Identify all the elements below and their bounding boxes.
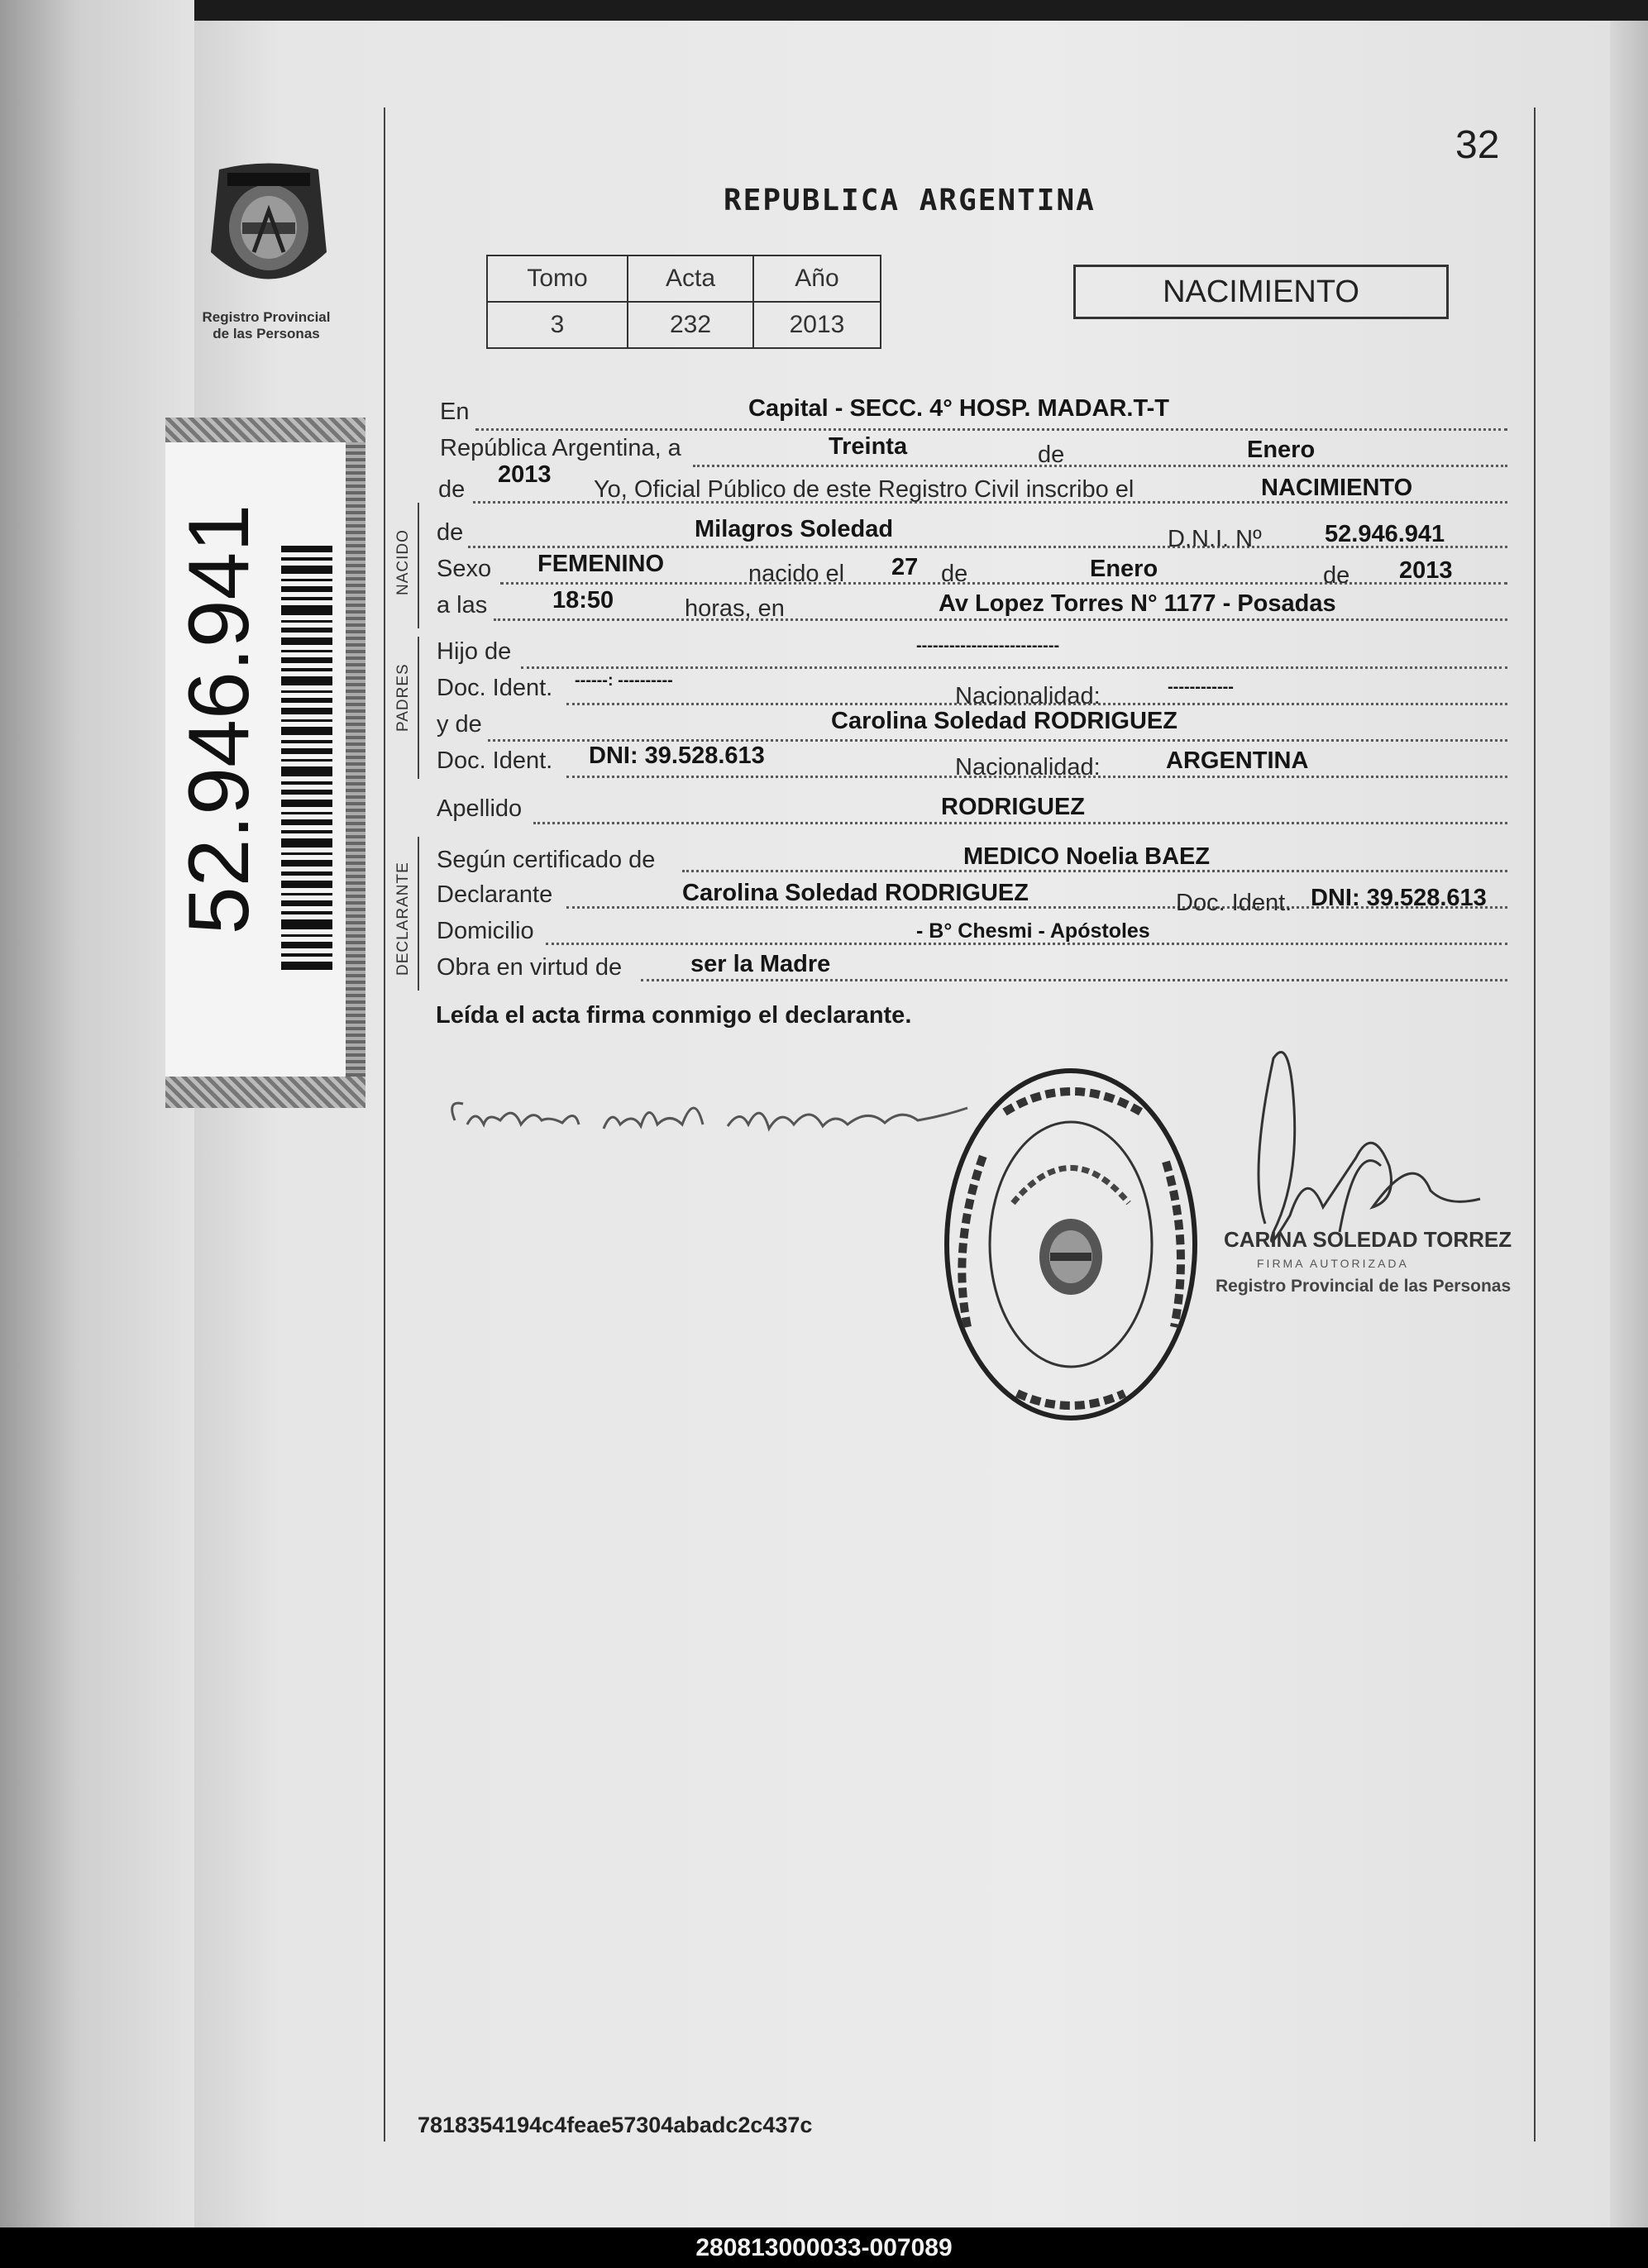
oficial-text: Yo, Oficial Público de este Registro Civil inscribo el: [594, 476, 1134, 503]
record-table: [486, 255, 881, 349]
declarante-label: Declarante: [437, 881, 553, 908]
madre-nacionalidad-label: Nacionalidad:: [955, 754, 1101, 781]
acta-header: Acta: [628, 255, 753, 302]
official-organization: Registro Provincial de las Personas: [1216, 1277, 1512, 1296]
nacido-bracket: [418, 503, 419, 628]
en-label: En: [440, 399, 470, 425]
de-label-5: de: [1323, 562, 1350, 589]
hora-value: 18:50: [552, 587, 614, 614]
inscribe-value: NACIMIENTO: [1261, 475, 1413, 501]
mes-value: Enero: [1247, 437, 1316, 463]
acta-value: 232: [628, 302, 753, 348]
anio-value: 2013: [753, 302, 881, 348]
nac-dia-value: 27: [891, 554, 919, 580]
nac-anio-value: 2013: [1399, 557, 1453, 584]
madre-doc-value: DNI: 39.528.613: [589, 742, 765, 769]
a-las-label: a las: [437, 592, 488, 618]
padre-doc-value: ------: ----------: [575, 671, 673, 690]
padres-bracket: [418, 637, 419, 779]
line-sexo: [500, 582, 1507, 585]
record-table-values: [487, 302, 881, 348]
document-title: REPUBLICA ARGENTINA: [724, 184, 1096, 217]
obra-value: ser la Madre: [690, 951, 831, 977]
declarante-bracket: [418, 837, 419, 991]
official-role: FIRMA AUTORIZADA: [1257, 1257, 1409, 1270]
madre-doc-label: Doc. Ident.: [437, 747, 553, 774]
de-label-1: de: [1038, 442, 1065, 468]
hijo-label: Hijo de: [437, 638, 512, 665]
apellido-label: Apellido: [437, 795, 523, 822]
anio-header: Año: [753, 255, 881, 302]
declarante-doc-label: Doc. Ident.: [1176, 890, 1292, 916]
section-label-declarante: DECLARANTE: [394, 862, 412, 976]
dni-value: 52.946.941: [1325, 521, 1445, 547]
section-label-padres: PADRES: [394, 663, 412, 732]
logo-caption-line-1: Registro Provincial: [202, 309, 331, 325]
closing-note: Leída el acta firma conmigo el declarante.: [436, 1002, 912, 1029]
official-name: CARINA SOLEDAD TORREZ: [1224, 1227, 1512, 1252]
de-label-2: de: [438, 476, 466, 503]
barcode-frame-right: [346, 442, 365, 1077]
certificado-label: Según certificado de: [437, 847, 656, 873]
line-republica: [693, 465, 1507, 467]
footer-id-bar: 280813000033-007089: [0, 2227, 1648, 2268]
record-table-header: [487, 255, 881, 302]
tomo-header: Tomo: [487, 255, 628, 302]
line-hora: [494, 618, 1507, 621]
padre-nacionalidad-label: Nacionalidad:: [955, 683, 1101, 709]
padre-doc-label: Doc. Ident.: [437, 675, 553, 701]
line-apellido: [533, 822, 1507, 824]
nacido-label: nacido el: [748, 561, 845, 587]
domicilio-value: - B° Chesmi - Apóstoles: [916, 919, 1150, 943]
hijo-value: --------------------------: [916, 637, 1060, 655]
logo-caption-line-2: de las Personas: [213, 326, 320, 341]
document-hash: 7818354194c4feae57304abadc2c437c: [418, 2113, 813, 2137]
declarante-value: Carolina Soledad RODRIGUEZ: [682, 880, 1029, 906]
dia-value: Treinta: [829, 433, 908, 460]
barcode-frame-top: [165, 418, 365, 442]
lugar-value: Av Lopez Torres N° 1177 - Posadas: [939, 590, 1336, 617]
section-label-nacido: NACIDO: [394, 529, 412, 595]
nombre-value: Milagros Soledad: [695, 516, 894, 542]
facing-page: [0, 0, 194, 2232]
left-margin-rule: [384, 107, 385, 2141]
de-label-3: de: [437, 519, 464, 546]
madre-value: Carolina Soledad RODRIGUEZ: [831, 708, 1177, 734]
anio-value: 2013: [498, 461, 552, 488]
domicilio-label: Domicilio: [437, 918, 534, 944]
sexo-label: Sexo: [437, 556, 492, 582]
line-obra: [641, 979, 1507, 981]
barcode-number: 52.946.941: [171, 504, 267, 935]
nac-mes-value: Enero: [1090, 556, 1158, 582]
page-number: 32: [1455, 123, 1500, 167]
en-value: Capital - SECC. 4° HOSP. MADAR.T-T: [748, 395, 1169, 422]
logo-caption: [184, 309, 349, 342]
horas-label: horas, en: [685, 595, 785, 622]
record-type-box: NACIMIENTO: [1073, 265, 1449, 319]
certificado-value: MEDICO Noelia BAEZ: [963, 843, 1211, 870]
declarante-doc-value: DNI: 39.528.613: [1311, 885, 1487, 911]
right-margin-rule: [1534, 107, 1536, 2141]
barcode-icon: [281, 546, 332, 976]
y-de-label: y de: [437, 711, 482, 738]
republica-label: República Argentina, a: [440, 435, 681, 461]
line-en: [475, 428, 1507, 431]
line-hijo: [521, 666, 1507, 669]
de-label-4: de: [941, 561, 968, 587]
registry-emblem-icon: [203, 161, 335, 306]
apellido-value: RODRIGUEZ: [941, 794, 1085, 820]
sexo-value: FEMENINO: [537, 551, 665, 577]
obra-label: Obra en virtud de: [437, 954, 623, 981]
official-seal-icon: [934, 1062, 1207, 1426]
madre-nacionalidad-value: ARGENTINA: [1166, 747, 1309, 774]
declarant-signature: [438, 1083, 1001, 1158]
page-edge: [1610, 21, 1648, 2228]
padre-nacionalidad-value: ------------: [1168, 678, 1234, 696]
tomo-value: 3: [487, 302, 628, 348]
line-madre: [488, 739, 1507, 742]
barcode-frame-bottom: [165, 1077, 365, 1108]
dni-label: D.N.I. Nº: [1168, 526, 1262, 552]
